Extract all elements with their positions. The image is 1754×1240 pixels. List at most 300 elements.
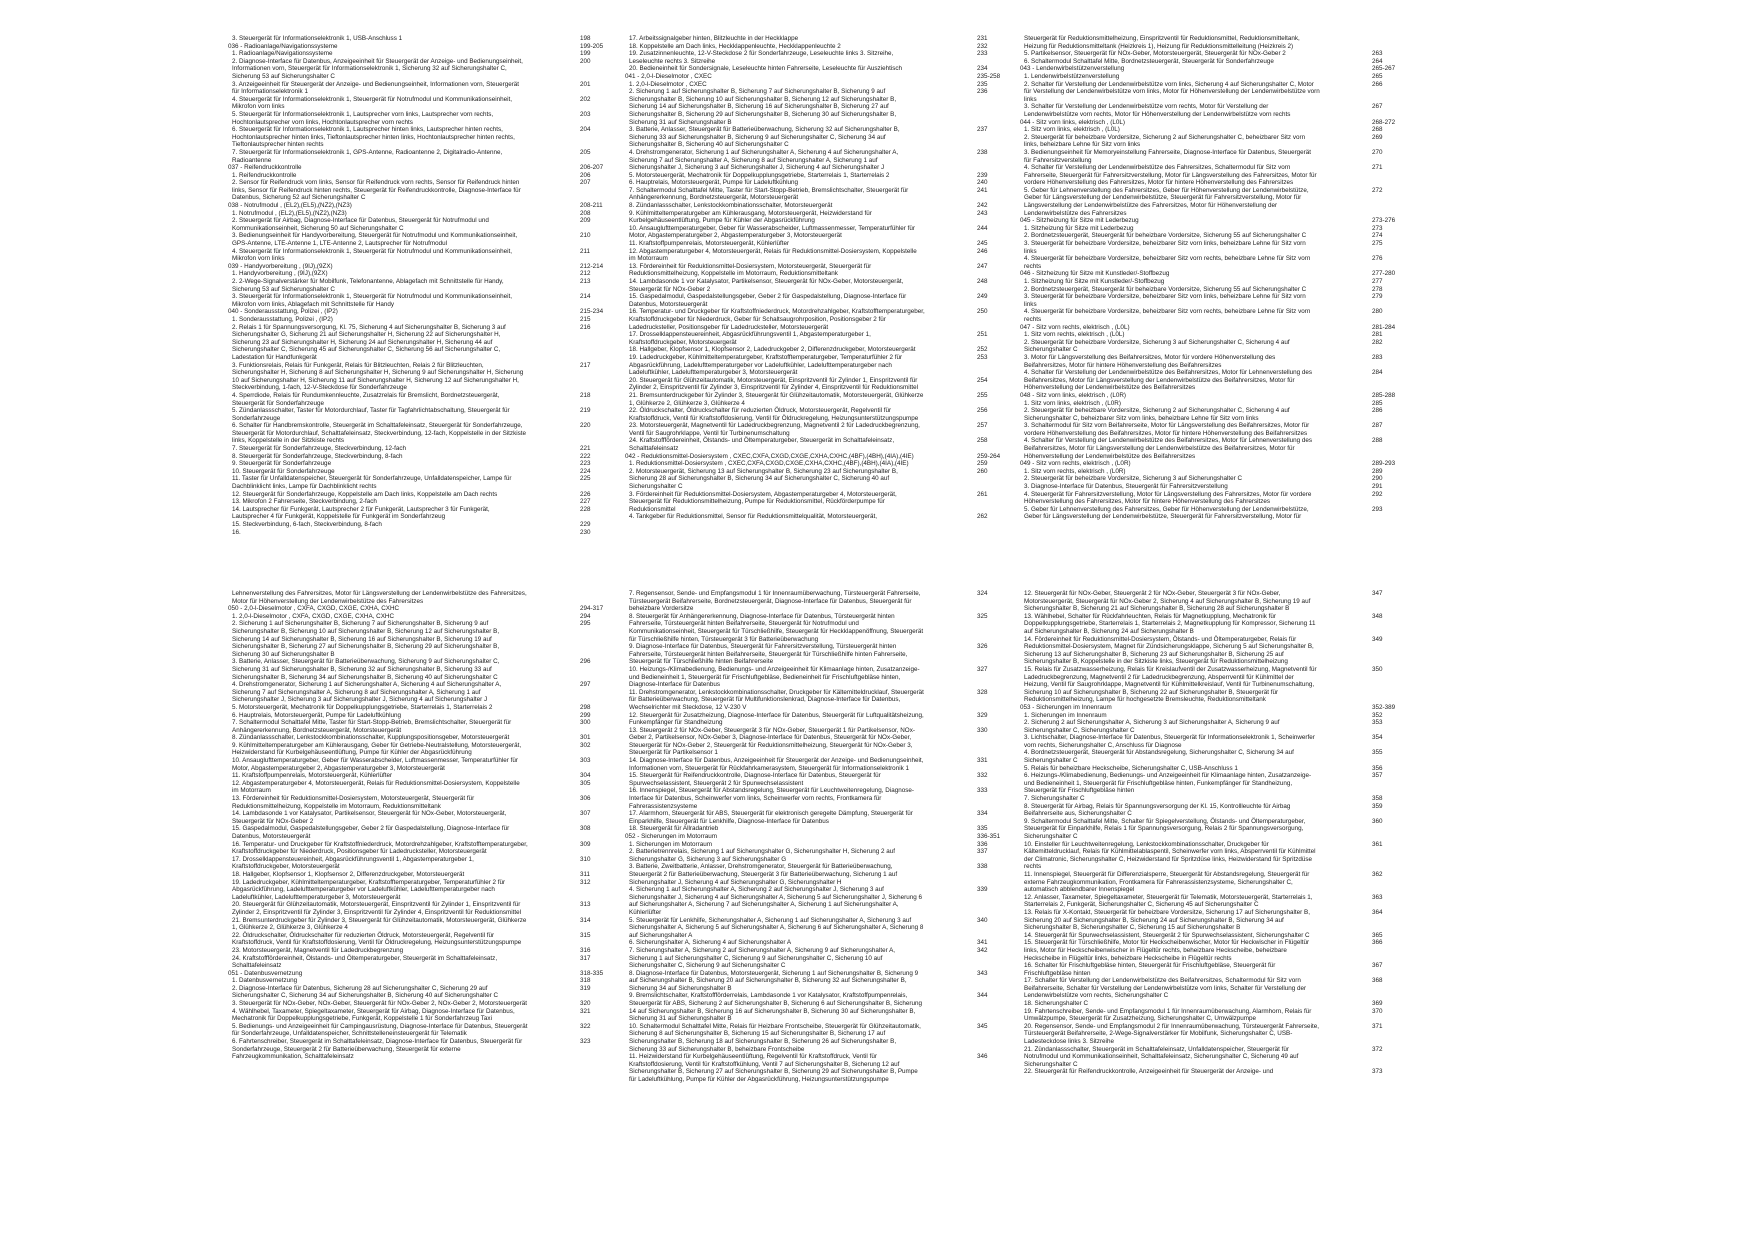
page-number: 285 — [1372, 399, 1383, 407]
page-number: 327 — [977, 665, 988, 673]
page-number: 247 — [977, 262, 988, 270]
index-entry — [228, 422, 591, 445]
index-entry — [228, 1038, 591, 1061]
page-number: 282 — [1372, 338, 1383, 346]
page-number: 226 — [580, 490, 591, 498]
page-number: 339 — [977, 886, 988, 894]
index-entry — [1020, 293, 1383, 308]
page-number: 334 — [977, 810, 988, 818]
index-entry — [625, 688, 988, 712]
entry-text: 11. Drehstromgenerator, Lenkstockkombinationsschalter, Druckgeber für Kältemitteldrucklauf, Steuergerät für Batterieüberwachung, Steuergerät für Multifunktionslenkrad, Diagnose-Interface für Datenbus, Wechselrichter mit Steckdose, 12 V-230 V — [629, 688, 926, 711]
index-entry — [1020, 57, 1383, 66]
entry-text: 040 - Sonderausstattung, Polizei , (IP2) — [228, 308, 338, 316]
entry-text: 16. Temperatur- und Druckgeber für Kraftstoffniederdruck, Motordrehzahlgeber, Kraftstofftemperaturgeber, Kraftstoffdruckgeber für Niederdruck, Geber für Schaltsaugrohrposition, Positionsgeber 2 für Ladedrucksteller, Positionsgeber für Ladedrucksteller, Motorsteuergerät — [629, 308, 927, 331]
page-number: 310 — [580, 855, 591, 863]
index-entry — [1020, 749, 1383, 765]
index-entry — [1020, 35, 1370, 50]
index-entry — [1020, 422, 1383, 437]
page-number: 305 — [580, 779, 591, 787]
index-entry — [1020, 399, 1383, 408]
entry-text: 042 - Reduktionsmittel-Dosiersystem , CXEC,CXFA,CXGD,CXGE,CXHA,CXHC,(4BF),(4BH),(4IA),(4IE) — [625, 452, 914, 460]
page-number: 366 — [1372, 939, 1383, 947]
index-section-heading — [1020, 323, 1396, 332]
entry-text: 1. Reduktionsmittel-Dosiersystem , CXEC,CXFA,CXGD,CXGE,CXHA,CXHC,(4BF),(4BH),(4IA),(4IE) — [629, 460, 909, 468]
page-number: 244 — [977, 224, 988, 232]
index-entry — [228, 1007, 591, 1023]
page-number: 293 — [1372, 505, 1383, 513]
index-entry — [1020, 939, 1383, 962]
page-number: 342 — [977, 946, 988, 954]
page-number: 272 — [1372, 186, 1383, 194]
page-number: 343 — [977, 969, 988, 977]
entry-text: 11. Kraftstoffpumpenrelais, Motorsteuergerät, Kühlerlüfter — [232, 772, 393, 780]
entry-text: 5. Steuergerät für Lenkhilfe, Sicherungshalter A, Sicherung 1 auf Sicherungshalter A, Sicherung 3 auf Sicherungshalter A, Sicherung 5 auf Sicherungshalter A, Sicherung 6 auf Sicherungshalter A, Sicherung 8 auf Sicherungshalter A — [629, 916, 926, 939]
page-number: 301 — [580, 734, 591, 742]
entry-text: 4. Steuergerät für Fahrersitzverstellung, Motor für Längsverstellung des Fahrersitzes, Motor für vordere Höhenverstellung des Fahrersitzes, Motor für hintere Höhenverstellung des Fahrersitzes — [1024, 490, 1314, 506]
page-number: 352 — [1372, 711, 1383, 719]
page-number: 255 — [977, 391, 988, 399]
entry-text: 22. Öldruckschalter, Öldruckschalter für reduzierten Öldruck, Motorsteuergerät, Regelventil für Kraftstoffdruck, Ventil für Kraftstoffdosierung, Ventil für Öldruckregelung, Heizungsunterstützungspumpe — [232, 931, 522, 947]
page-number: 221 — [580, 445, 591, 453]
index-entry — [228, 217, 591, 232]
page-number: 317 — [580, 954, 591, 962]
page-number: 268-272 — [1372, 118, 1396, 126]
index-section-heading — [1020, 391, 1396, 400]
entry-text: 2. Steuergerät für Airbag, Diagnose-Interface für Datenbus, Steuergerät für Notrufmodul und Kommunikationseinheit, Sicherung 50 auf Sicherungshalter C — [232, 217, 491, 232]
entry-text: 2. Relais 1 für Spannungsversorgung, Kl. 75, Sicherung 4 auf Sicherungshalter B, Sicherung 3 auf Sicherungshalter G, Sicherung 21 auf Sicherungshalter H, Sicherung 22 auf Sicherungshalter H, Sicherung 23 auf Sicherungshalter H, Sicherung 24 auf Sicherungshalter H, Sicherung 44 auf Sicherungshalter C, Sicherung 45 auf Sicherungshalter C, Sicherung 56 auf Sicherungshalter C, Ladestation für Handfunkgerät — [232, 323, 508, 361]
index-entry — [1020, 1045, 1383, 1069]
entry-text: 1. Sicherungen im Motorraum — [629, 840, 712, 848]
page-number: 364 — [1372, 908, 1383, 916]
entry-text: 7. Sicherungshalter C — [1024, 795, 1085, 803]
index-entry — [1020, 772, 1383, 795]
entry-text: 3. Diagnose-Interface für Datenbus, Steuergerät für Fahrersitzverstellung — [1024, 483, 1228, 491]
index-entry — [228, 1000, 591, 1008]
index-entry — [1020, 931, 1383, 940]
entry-text: 1. Reifendruckkontrolle — [232, 171, 297, 179]
page-number: 248 — [977, 278, 988, 285]
index-entry — [228, 528, 591, 537]
index-entry — [625, 346, 988, 354]
page-number: 309 — [580, 840, 591, 848]
page-number: 233 — [977, 50, 988, 58]
entry-text: 18. Hallgeber, Klopfsensor 1, Klopfsensor 2, Ladedruckgeber 2, Differenzdruckgeber, Motorsteuergerät — [629, 346, 916, 354]
entry-text: 12. Steuergerät für Sonderfahrzeuge, Koppelstelle am Dach links, Koppelstelle am Dach rechts — [232, 490, 498, 498]
entry-text: 5. Bedienungs- und Anzeigeeinheit für Campingausrüstung, Diagnose-Interface für Datenbus, Steuergerät für Sonderfahrzeuge, Unfalldatenspeicher, Schnittstelleneinsteuergerät für Telematik — [232, 1022, 530, 1038]
index-entry — [625, 612, 988, 643]
entry-text: 18. Koppelstelle am Dach links, Heckklappenleuchte, Heckklappenleuchte 2 — [629, 42, 841, 50]
page-number: 218 — [580, 391, 591, 399]
page-number: 199-205 — [580, 42, 604, 50]
page-number: 288 — [1372, 437, 1383, 445]
page-number: 314 — [580, 916, 591, 924]
index-section-heading — [228, 262, 604, 271]
index-entry — [625, 50, 988, 65]
entry-text: 3. Bedienungseinheit für Memoryeinstellung Fahrerseite, Diagnose-Interface für Datenbus, Steuergerät für Fahrersitzverstellung — [1024, 148, 1313, 164]
index-entry — [228, 209, 591, 218]
entry-text: 3. Fördereinheit für Reduktionsmittel-Dosiersystem, Abgastemperaturgeber 4, Motorsteuergerät, Steuergerät für Reduktionsmittelheizung, Pumpe für Reduktionsmittel, Rückförderpumpe für Reduktionsmittel — [629, 490, 899, 513]
page-number: 337 — [977, 848, 988, 856]
index-entry — [625, 772, 988, 787]
index-entry — [625, 186, 988, 202]
page-number: 368 — [1372, 977, 1383, 985]
index-entry — [1020, 1000, 1383, 1008]
entry-text: 9. Diagnose-Interface für Datenbus, Steuergerät für Fahrersitzverstellung, Türsteuergerät hinten Fahrerseite, Türsteuergerät hinten Beifahrerseite, Steuergerät für Türschließhilfe hinten Fahrerseite, Steuergerät für Türschließhilfe hinten Beifahrerseite — [629, 643, 910, 666]
index-entry — [228, 445, 591, 453]
index-entry — [1020, 908, 1383, 932]
index-entry — [625, 35, 988, 43]
page-number: 251 — [977, 331, 988, 339]
page-number: 307 — [580, 810, 591, 818]
entry-text: 4. Steuergerät für Informationselektronik 1, Steuergerät für Notrufmodul und Kommunikationseinheit, Mikrofon vorn links — [232, 95, 514, 111]
index-entry — [625, 643, 988, 666]
entry-text: 3. Schaltermodul für Sitz vorn Beifahrerseite, Motor für Längsverstellung des Beifahrersitzes, Motor für vordere Höhenverstellung des Beifahrersitzes, Motor für hintere Höhenverstellung des Beifahrersitzes — [1024, 422, 1311, 437]
page-number: 300 — [580, 719, 591, 727]
page-number: 269 — [1372, 133, 1383, 141]
page-number: 357 — [1372, 772, 1383, 780]
index-entry — [228, 977, 591, 985]
index-entry — [1020, 467, 1383, 476]
index-entry — [228, 293, 591, 308]
page-number: 340 — [977, 916, 988, 924]
entry-text: 3. Funktionsrelais, Relais für Funkgerät, Relais für Blitzleuchten, Relais 2 für Blitzleuchten, Sicherungshalter H, Sicherung 8 auf Sicherungshalter H, Sicherung 9 auf Sicherungshalter H, Sicherung 10 auf Sicherungshalter H, Sicherung 11 auf Sicherungshalter H, Sicherung 12 auf Sicherungshalter H, Steckverbindung, 1-fach, 12-V-Steckdose für Sonderfahrzeuge — [232, 361, 525, 392]
index-entry — [1020, 475, 1383, 483]
index-section-heading — [228, 969, 604, 978]
index-entry — [1020, 72, 1383, 81]
index-entry — [625, 331, 988, 346]
page-number: 303 — [580, 757, 591, 765]
page-number: 256 — [977, 407, 988, 415]
entry-text: 2. Steuergerät für beheizbare Vordersitze, Sicherung 2 auf Sicherungshalter C, Sicherung 4 auf Sicherungshalter C, beheizbarer Sitz vorn links, beheizbare Lehne für Sitz vorn links — [1024, 407, 1292, 422]
page-number: 298 — [580, 703, 591, 711]
entry-text: 046 - Sitzheizung für Sitze mit Kunstleder/-Stoffbezug — [1020, 270, 1170, 278]
index-entry — [228, 590, 578, 605]
index-entry — [625, 946, 988, 970]
page-number: 241 — [977, 186, 988, 194]
page-number: 278 — [1372, 285, 1383, 293]
page-number: 363 — [1372, 893, 1383, 901]
entry-text: 15. Gaspedalmodul, Gaspedalstellungsgeber, Geber 2 für Gaspedalstellung, Diagnose-Interface für Datenbus, Motorsteuergerät — [629, 293, 908, 308]
page-number: 281 — [1372, 331, 1383, 339]
page-number: 210 — [580, 232, 591, 240]
page-number: 292 — [1372, 490, 1383, 498]
index-entry — [625, 202, 988, 210]
index-entry — [228, 452, 591, 461]
entry-text: 3. Steuergerät für Informationselektronik 1, USB-Anschluss 1 — [232, 35, 403, 42]
index-section-heading — [228, 605, 604, 613]
page-number: 297 — [580, 681, 591, 689]
page-number: 370 — [1372, 1007, 1383, 1015]
index-entry — [1020, 870, 1383, 894]
index-entry — [228, 407, 591, 422]
index-entry — [228, 719, 591, 734]
entry-text: 1. Sitz vorn links, elektrisch , (L0L) — [1024, 126, 1120, 134]
page-number: 330 — [977, 726, 988, 734]
entry-text: 1. Notrufmodul , (EL2),(EL5),(NZ2),(NZ3) — [232, 209, 347, 217]
entry-text: 4. Tankgeber für Reduktionsmittel, Sensor für Reduktionsmittelqualität, Motorsteuergerät, — [629, 513, 878, 521]
entry-text: 17. Drosselklappensteuereinheit, Abgasrückführungsventil 1, Abgastemperaturgeber 1, Kraftstoffdruckgeber, Motorsteuergerät — [629, 331, 873, 346]
entry-text: 5. Steuergerät für Informationselektronik 1, Lautsprecher vorn links, Lautsprecher vorn rechts, Hochtonlautsprecher vorn links, Hochtonlautsprecher vorn rechts — [232, 110, 495, 126]
index-entry — [1020, 505, 1383, 521]
page-number: 201 — [580, 80, 591, 88]
entry-text: 2. Sicherung 1 auf Sicherungshalter B, Sicherung 7 auf Sicherungshalter B, Sicherung 9 auf Sicherungshalter B, Sicherung 10 auf Sicherungshalter B, Sicherung 12 auf Sicherungshalter B, Sicherung 14 auf Sicherungshalter B, Sicherung 16 auf Sicherungshalter B, Sicherung 27 auf Sicherungshalter B, Sicherung 29 auf Sicherungshalter B, Sicherung 30 auf Sicherungshalter B, Sicherung 31 auf Sicherungshalter B — [629, 88, 898, 126]
entry-text: 22. Öldruckschalter, Öldruckschalter für reduzierten Öldruck, Motorsteuergerät, Regelventil für Kraftstoffdruck, Ventil für Kraftstoffdosierung, Ventil für Öldruckregelung, Heizungsunterstützungspumpe — [629, 407, 919, 422]
entry-text: 1. Sicherungen im Innenraum — [1024, 711, 1107, 719]
entry-text: 16. Temperatur- und Druckgeber für Kraftstoffniederdruck, Motordrehzahlgeber, Kraftstofftemperaturgeber, Kraftstoffdruckgeber für Niederdruck, Positionsgeber für Ladedrucksteller, Motorsteuergerät — [232, 840, 530, 856]
page-number: 227 — [580, 498, 591, 506]
page-number: 315 — [580, 931, 591, 939]
entry-text: 15. Gaspedalmodul, Gaspedalstellungsgeber, Geber 2 für Gaspedalstellung, Diagnose-Interface für Datenbus, Motorsteuergerät — [232, 825, 511, 840]
page-number: 306 — [580, 795, 591, 803]
page-number: 283 — [1372, 353, 1383, 361]
index-entry — [1020, 148, 1383, 164]
entry-text: 14. Lautsprecher für Funkgerät, Lautsprecher 2 für Funkgerät, Lautsprecher 3 für Funkgerät, Lautsprecher 4 für Funkgerät, Koppelstelle für Funkgerät im Sonderfahrzeug — [232, 505, 492, 521]
index-entry — [625, 407, 988, 422]
page-number: 260 — [977, 467, 988, 475]
index-section-heading — [1020, 217, 1396, 225]
entry-text: 12. Steuergerät für Zusatzheizung, Diagnose-Interface für Datenbus, Steuergerät für Luftqualitätsheizung, Funkempfänger für Standheizung — [629, 711, 926, 727]
entry-text: 2. Diagnose-Interface für Datenbus, Anzeigeeinheit für Steuergerät der Anzeige- und Bedienungseinheit, Informationen vorn, Steuergerät für Informationselektronik 1, Sicherung 32 auf Sicherungshalter C, Sicherung 53 auf Sicherungshalter C — [232, 57, 525, 80]
page-number: 273-276 — [1372, 217, 1396, 225]
entry-text: 10. Einsteller für Leuchtweitenregelung, Lenkstockkombinationsschalter, Druckgeber für Kältemitteldrucklauf, Relais für Kühlmittelablaspentil, Scheinwerfer vorn links, Absperrventil für Kühlmittel der Climatronic, Sicherungshalter C, Heizwiderstand für Spritzdüse links, Heizwiderstand für Spritzdüse rechts — [1024, 840, 1318, 871]
page-number: 304 — [580, 772, 591, 780]
page-number: 359 — [1372, 802, 1383, 810]
index-entry — [1020, 437, 1383, 460]
index-entry — [1020, 255, 1383, 270]
index-entry — [228, 467, 591, 476]
index-section-heading — [1020, 703, 1396, 712]
page-number: 240 — [977, 179, 988, 187]
index-entry — [625, 513, 988, 521]
index-entry — [1020, 1007, 1383, 1023]
entry-text: 23. Motorsteuergerät, Magnetventil für Ladedruckbegrenzung, Magnetventil 2 für Ladedruckbegrenzung, Ventil für Saugrohrklappe, Ventil für Turbinenumschaltung — [629, 422, 922, 437]
index-entry — [228, 35, 591, 43]
page-number: 276 — [1372, 255, 1383, 263]
page-number: 313 — [580, 901, 591, 909]
index-entry — [228, 946, 591, 955]
index-entry — [228, 741, 591, 757]
page-number: 289-293 — [1372, 460, 1396, 468]
page-number: 212-214 — [580, 262, 604, 270]
entry-text: 10. Ansauglufttemperaturgeber, Geber für Wasserabscheider, Luftmassenmesser, Temperaturfühler für Motor, Abgastemperaturgeber 2, Abgastemperaturgeber 3, Motorsteuergerät — [232, 757, 520, 772]
index-entry — [625, 42, 988, 51]
entry-text: 13. Mikrofon 2 Fahrerseite, Steckverbindung, 2-fach — [232, 498, 377, 506]
page-number: 263 — [1372, 50, 1383, 58]
entry-text: 7. Sicherungshalter A, Sicherung 2 auf Sicherungshalter A, Sicherung 9 auf Sicherungshalter A, Sicherung 1 auf Sicherungshalter C, Sicherung 9 auf Sicherungshalter C, Sicherung 10 auf Sicherungshalter C, Sicherung 9 auf Sicherungshalter C — [629, 946, 897, 970]
page-number: 245 — [977, 240, 988, 248]
index-section-heading — [1020, 270, 1396, 278]
entry-text: 6. Hauptrelais, Motorsteuergerät, Pumpe für Ladeluftkühlung — [232, 711, 402, 719]
entry-text: 2. Bordnetzsteuergerät, Steuergerät für beheizbare Vordersitze, Sicherung 55 auf Sicherungshalter C — [1024, 232, 1307, 240]
entry-text: 18. Hallgeber, Klopfsensor 1, Klopfsensor 2, Differenzdruckgeber, Motorsteuergerät — [232, 870, 465, 878]
entry-text: 7. Steuergerät für Informationselektronik 1, GPS-Antenne, Radioantenne 2, Digitalradio-Antenne, Radioantenne — [232, 148, 504, 164]
page-number: 354 — [1372, 734, 1383, 742]
page-number: 238 — [977, 148, 988, 156]
entry-text: 11. Kraftstoffpumpenrelais, Motorsteuergerät, Kühlerlüfter — [629, 240, 790, 248]
entry-text: 14. Diagnose-Interface für Datenbus, Anzeigeeinheit für Steuergerät der Anzeige- und Bedienungseinheit, Informationen vorn, Steuergerät für Rückfahrkamerasystem, Steuergerät für Informationselektronik 1 — [629, 757, 926, 772]
entry-text: 8. Zündanlassschalter, Lenkstockkombinationsschalter, Motorsteuergerät — [629, 202, 833, 210]
entry-text: 3. Anzeigeeinheit für Steuergerät der Anzeige- und Bedienungseinheit, Informationen vorn, Steuergerät für Informationselektronik 1 — [232, 80, 521, 96]
entry-text: 11. Heizwiderstand für Kurbelgehäuseentlüftung, Regelventil für Kraftstoffdruck, Ventil für Kraftstoffdosierung, Ventil für Kraftstoffkühlung, Ventil 7 auf Sicherungshalter B, Sicherung 12 auf Sicherungshalter B, Sicherung 27 auf Sicherungshalter B, Sicherung 29 auf Sicherungshalter B, Pumpe für Ladeluftkühlung, Pumpe für Kühler der Abgasrückführung, Heizungsunterstützungspumpe — [629, 1053, 920, 1083]
entry-text: 038 - Notrufmodul , (EL2),(EL5),(NZ2),(NZ3) — [228, 202, 352, 210]
page-number: 262 — [977, 513, 988, 521]
entry-text: 6. Schaltermodul Schalttafel Mitte, Bordnetzsteuergerät, Steuergerät für Sonderfahrzeuge — [1024, 57, 1274, 65]
index-entry — [1020, 734, 1383, 749]
entry-text: 2. Bordnetzsteuergerät, Steuergerät für beheizbare Vordersitze, Sicherung 55 auf Sicherungshalter C — [1024, 285, 1307, 293]
index-entry — [625, 240, 988, 248]
page-number: 321 — [580, 1007, 591, 1015]
index-entry — [228, 315, 591, 324]
entry-text: 3. Batterie, Zweitbatterie, Anlasser, Drehstromgenerator, Steuergerät für Batterieüberwachung, Steuergerät 2 für Batterieüberwachung, Steuergerät 3 für Batterieüberwachung, Sicherung 1 auf Sicherungshalter J, Sicherung 4 auf Sicherungshalter G, Sicherungshalter H — [629, 863, 899, 886]
entry-text: 4. Steuergerät für Informationselektronik 1, Steuergerät für Notrufmodul und Kommunikationseinheit, Mikrofon vorn links — [232, 247, 514, 263]
index-entry — [228, 772, 591, 780]
page-number: 335 — [977, 825, 988, 833]
entry-text: 7. Schaltermodul Schalttafel Mitte, Taster für Start-Stopp-Betrieb, Bremslichtschalter, Steuergerät für Anhängererkennung, Bordnetzsteuergerät, Motorsteuergerät — [232, 719, 513, 734]
entry-text: 2. 2-Wege-Signalverstärker für Mobilfunk, Telefonantenne, Ablagefach mit Schnittstelle für Handy, Sicherung 53 auf Sicherungshalter C — [232, 278, 506, 293]
index-section-heading — [625, 833, 1001, 841]
entry-text: 049 - Sitz vorn rechts, elektrisch , (L0R) — [1020, 460, 1131, 468]
page-number: 345 — [977, 1022, 988, 1030]
entry-text: 5. Geber für Lehnenverstellung des Fahrersitzes, Geber für Höhenverstellung der Lendenwirbelstütze, Geber für Längsverstellung der Lendenwirbelstütze, Steuergerät für Fahrersitzverstellung, Motor für Längsverstellung der Lendenwirbelstütze des Fahrersitzes, Motor für Höhenverstellung der Lendenwirbelstütze des Fahrersitzes — [1024, 186, 1311, 217]
index-entry — [625, 863, 988, 886]
page-number: 254 — [977, 376, 988, 384]
page-number: 207 — [580, 179, 591, 187]
index-entry — [1020, 338, 1383, 354]
page-number: 266 — [1372, 80, 1383, 88]
entry-text: 9. Kühlmitteltemperaturgeber am Kühlerausgang, Motorsteuergerät, Heizwiderstand für Kurbelgehäuseentlüftung, Pumpe für Kühler der Abgasrückführung — [629, 209, 874, 225]
entry-text: 050 - 2,0-l-Dieselmotor , CXFA, CXGD, CXGE, CXHA, CXHC — [228, 605, 400, 613]
page-number: 203 — [580, 110, 591, 118]
page-number: 281-284 — [1372, 323, 1396, 331]
index-entry — [1020, 764, 1383, 773]
entry-text: 3. Steuergerät für Informationselektronik 1, Steuergerät für Notrufmodul und Kommunikationseinheit, Mikrofon vorn links, Ablagefach mit Schnittstelle für Handy — [232, 293, 514, 308]
page-number: 284 — [1372, 369, 1383, 377]
index-entry — [228, 498, 591, 506]
entry-text: 7. Schaltermodul Schalttafel Mitte, Taster für Start-Stopp-Betrieb, Bremslichtschalter, Steuergerät für Anhängererkennung, Bordnetzsteuergerät, Motorsteuergerät — [629, 186, 910, 202]
entry-text: 3. Steuergerät für beheizbare Vordersitze, beheizbarer Sitz vorn links, beheizbare Lehne für Sitz vorn links — [1024, 240, 1308, 255]
entry-text: 6. Sicherungshalter A, Sicherung 4 auf Sicherungshalter A — [629, 939, 792, 947]
page-number: 311 — [580, 870, 591, 878]
page-number: 285-288 — [1372, 391, 1396, 399]
page-number: 259-264 — [977, 452, 1001, 460]
page-number: 302 — [580, 741, 591, 749]
entry-text: 2. Steuergerät für beheizbare Vordersitze, Sicherung 3 auf Sicherungshalter C, Sicherung 4 auf Sicherungshalter C — [1024, 338, 1292, 354]
entry-text: 2. Steuergerät für beheizbare Vordersitze, Sicherung 2 auf Sicherungshalter C, beheizbarer Sitz vorn links, beheizbare Lehne für Sitz vorn links — [1024, 133, 1307, 149]
index-entry — [1020, 719, 1383, 734]
entry-text: 4. Sperrdiode, Relais für Rundumkennleuchte, Zusatzrelais für Bremslicht, Bordnetzsteuergerät, Steuergerät für Sonderfahrzeuge — [232, 391, 502, 407]
page-number: 338 — [977, 863, 988, 871]
index-entry — [1020, 817, 1383, 841]
index-entry — [1020, 483, 1383, 491]
index-entry — [1020, 186, 1383, 217]
page-number: 372 — [1372, 1045, 1383, 1053]
page-number: 235 — [977, 80, 988, 88]
page-number: 225 — [580, 475, 591, 483]
index-entry — [228, 870, 591, 879]
entry-text: 7. Regensensor, Sende- und Empfangsmodul 1 für Innenraumüberwachung, Türsteuergerät Fahrerseite, Türsteuergerät Beifahrerseite, Bordnetzsteuergerät, Diagnose-Interface für Datenbus, Steuergerät für beheizbare Vordersitze — [629, 590, 923, 613]
page-number: 219 — [580, 407, 591, 415]
entry-text: 4. Wählhebel, Taxameter, Spiegeltaxameter, Steuergerät für Airbag, Diagnose-Interface für Datenbus, Mechatronik für Doppelkupplungsgetriebe, Funkgerät, Koppelstelle 1 für Sonderfahrzeug Taxi — [232, 1007, 517, 1023]
entry-text: 047 - Sitz vorn rechts, elektrisch , (L0L) — [1020, 323, 1130, 331]
index-entry — [228, 757, 591, 772]
entry-text: 20. Regensensor, Sende- und Empfangsmodul 2 für Innenraumüberwachung, Türsteuergerät Fahrerseite, Türsteuergerät Beifahrerseite, 2-Wege-Signalverstärker für Mobilfunk, Sicherungshalter C, USB-Ladesteckdose links 3. Sitzreihe — [1024, 1022, 1321, 1046]
index-entry — [228, 361, 591, 392]
index-entry — [228, 703, 591, 712]
entry-text: 6. Schalter für Handbremskontrolle, Steuergerät im Schalttafeleinsatz, Steuergerät für Sonderfahrzeuge, Steuergerät für Motordurchlauf, Schalttafeleinsatz, Steckverbindung, 12-fach, Koppelstelle in der Sitzkiste links, Koppelstelle in der Sitzkiste rechts — [232, 422, 528, 445]
page-number: 270 — [1372, 148, 1383, 156]
index-entry — [1020, 711, 1383, 720]
entry-text: 2. Batterietrennrelais, Sicherung 1 auf Sicherungshalter G, Sicherungshalter H, Sicherung 2 auf Sicherungshalter G, Sicherung 3 auf Sicherungshalter G — [629, 848, 897, 863]
page-number: 294 — [580, 612, 591, 620]
entry-text: 3. Batterie, Anlasser, Steuergerät für Batterieüberwachung, Sicherung 9 auf Sicherungshalter C, Sicherung 31 auf Sicherungshalter B, Sicherung 32 auf Sicherungshalter B, Sicherung 33 auf Sicherungshalter B, Sicherung 34 auf Sicherungshalter B, Sicherung 40 auf Sicherungshalter C — [232, 658, 502, 681]
page-number: 239 — [977, 171, 988, 179]
entry-text: 2. Motorsteuergerät, Sicherung 13 auf Sicherungshalter B, Sicherung 23 auf Sicherungshalter B, Sicherung 28 auf Sicherungshalter B, Sicherung 34 auf Sicherungshalter C, Sicherung 40 auf Sicherungshalter C — [629, 467, 900, 491]
page-number: 312 — [580, 878, 591, 886]
index-entry — [228, 57, 591, 81]
entry-text: 9. Bremslichtschalter, Kraftstoffförderrelais, Lambdasonde 1 vor Katalysator, Kraftstoffpumpenrelais, Steuergerät für ABS, Sicherung 2 auf Sicherungshalter B, Sicherung 6 auf Sicherungshalter B, Sicherung 14 auf Sicherungshalter B, Sicherung 16 auf Sicherungshalter B, Sicherung 30 auf Sicherungshalter B, Sicherung 31 auf Sicherungshalter B — [629, 992, 924, 1023]
index-entry — [625, 810, 988, 825]
page-number: 295 — [580, 620, 591, 628]
entry-text: 045 - Sitzheizung für Sitze mit Lederbezug — [1020, 217, 1139, 225]
page-number: 323 — [580, 1038, 591, 1046]
index-entry — [625, 1022, 988, 1053]
index-entry — [228, 795, 591, 810]
entry-text: Steuergerät für Reduktionsmittelheizung, Einspritzventil für Reduktionsmittel, Reduktionsmitteltank, Heizung für Reduktionsmitteltank (Heizkreis 1), Heizung für Reduktionsmittelleitung (Heizkreis 2) — [1024, 35, 1302, 50]
index-entry — [1020, 278, 1383, 286]
entry-text: Lehnenverstellung des Fahrersitzes, Motor für Längsverstellung der Lendenwirbelstütze des Fahrersitzes, Motor für Höhenverstellung der Lendenwirbelstütze des Fahrersitzes — [232, 590, 529, 605]
page-number: 253 — [977, 353, 988, 361]
page-number: 331 — [977, 757, 988, 765]
entry-text: 8. Steuergerät für Airbag, Relais für Spannungsversorgung der Kl. 15, Kontrollleuchte für Airbag Beifahrerseite aus, Sicherungshalter C — [1024, 802, 1293, 818]
index-entry — [1020, 893, 1383, 909]
entry-text: 15. Relais für Zusatzwasserheizung, Relais für Kreislaufventil der Zusatzwasserheizung, Magnetventil für Ladedruckbegrenzung, Magnetventil 2 für Ladedruckbegrenzung, Absperrventil für Kühlmittel der Heizung, Ventil für Saugrohrklappe, Magnetventil für Kühlmittelkreislauf, Ventil für Turbinenumschaltung, Sicherung 10 auf Sicherungshalter B, Sicherung 22 auf Sicherungshalter B, Steuergerät für Reduktionsmittelheizung, Lampe für hochgesetzte Bremsleuchte, Reduktionsmitteltank — [1024, 665, 1319, 704]
page-number: 308 — [580, 825, 591, 833]
entry-text: 4. Steuergerät für beheizbare Vordersitze, beheizbarer Sitz vorn rechts, beheizbare Lehne für Sitz vorn rechts — [1024, 255, 1313, 270]
entry-text: 4. Drehstromgenerator, Sicherung 1 auf Sicherungshalter A, Sicherung 4 auf Sicherungshalter A, Sicherung 7 auf Sicherungshalter A, Sicherung 8 auf Sicherungshalter A, Sicherung 1 auf Sicherungshalter J, Sicherung 3 auf Sicherungshalter J, Sicherung 4 auf Sicherungshalter J — [232, 681, 503, 704]
index-entry — [625, 391, 988, 407]
index-entry — [1020, 802, 1383, 818]
index-section-heading — [1020, 460, 1396, 468]
page-number: 349 — [1372, 635, 1383, 643]
entry-text: 3. Lichtschalter, Diagnose-Interface für Datenbus, Steuergerät für Informationselektronik 1, Scheinwerfer vorn rechts, Sicherungshalter C, Anschluss für Diagnose — [1024, 734, 1317, 749]
index-entry — [1020, 635, 1383, 666]
index-column — [625, 35, 1001, 521]
page-number: 365 — [1372, 931, 1383, 939]
page-number: 346 — [977, 1053, 988, 1061]
page-number: 273 — [1372, 224, 1383, 232]
index-entry — [228, 901, 591, 916]
page-number: 296 — [580, 658, 591, 666]
index-entry — [1020, 80, 1383, 104]
index-entry — [1020, 126, 1383, 134]
page-number: 224 — [580, 467, 591, 475]
index-entry — [228, 323, 591, 362]
index-entry — [228, 954, 591, 970]
index-entry — [625, 825, 988, 833]
page-number: 318-335 — [580, 969, 604, 977]
page-number: 341 — [977, 939, 988, 947]
page-number: 258 — [977, 437, 988, 445]
index-entry — [228, 521, 591, 529]
page-number: 362 — [1372, 870, 1383, 878]
page-number: 320 — [580, 1000, 591, 1008]
index-entry — [1020, 840, 1383, 871]
index-entry — [625, 1053, 988, 1083]
entry-text: 5. Relais für beheizbare Heckscheibe, Sicherungshalter C, USB-Anschluss 1 — [1024, 764, 1238, 772]
entry-text: 17. Alarmhorn, Steuergerät für ABS, Steuergerät für elektronisch geregelte Dämpfung, Steuergerät für Einparkhilfe, Steuergerät für Lenkhilfe, Diagnose-Interface für Datenbus — [629, 810, 915, 825]
entry-text: 15. Steuergerät für Reifendruckkontrolle, Diagnose-Interface für Datenbus, Steuergerät für Spurwechselassistent, Steuergerät 2 für Spurwechselassistent — [629, 772, 883, 787]
index-section-heading — [228, 308, 604, 316]
